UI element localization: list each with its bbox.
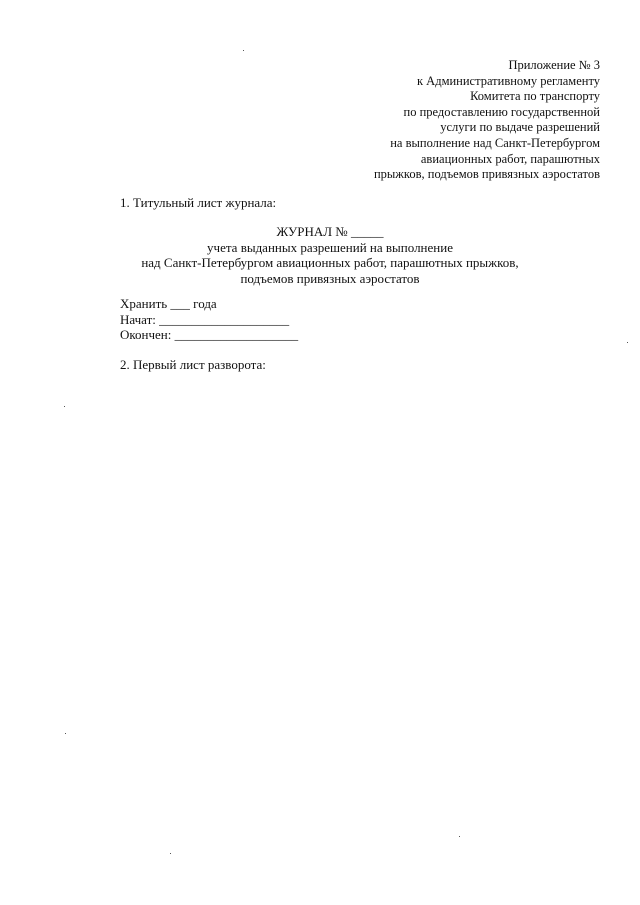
keep-period-field: Хранить ___ года xyxy=(120,296,217,311)
scan-speck xyxy=(170,853,171,854)
section-2-heading: 2. Первый лист разворота: xyxy=(120,357,266,372)
journal-title-block xyxy=(120,224,540,286)
appendix-line: на выполнение над Санкт-Петербургом xyxy=(390,135,600,150)
appendix-line: по предоставлению государственной xyxy=(403,104,600,119)
section-1-heading: 1. Титульный лист журнала: xyxy=(120,195,277,210)
appendix-line: прыжков, подъемов привязных аэростатов xyxy=(373,167,600,182)
scan-speck xyxy=(64,406,65,407)
scan-speck xyxy=(243,50,244,51)
appendix-title: Приложение № 3 xyxy=(508,58,600,72)
journal-subtitle-line: подъемов привязных аэростатов xyxy=(240,270,420,286)
scan-speck xyxy=(65,733,66,734)
journal-title: ЖУРНАЛ № _____ xyxy=(276,224,384,239)
appendix-line: Комитета по транспорту xyxy=(470,89,600,104)
appendix-line: авиационных работ, парашютных xyxy=(420,151,600,166)
scan-speck xyxy=(627,342,628,343)
finished-field: Окончен: ___________________ xyxy=(120,327,299,342)
appendix-header xyxy=(300,58,600,183)
journal-subtitle-line: над Санкт-Петербургом авиационных работ, парашютных прыжков, xyxy=(141,255,519,270)
scan-speck xyxy=(459,836,460,837)
journal-subtitle-line: учета выданных разрешений на выполнение xyxy=(207,239,453,255)
appendix-line: к Административному регламенту xyxy=(416,73,600,88)
appendix-line: услуги по выдаче разрешений xyxy=(440,120,600,135)
started-field: Начат: ____________________ xyxy=(120,311,290,327)
journal-fields xyxy=(120,296,298,343)
